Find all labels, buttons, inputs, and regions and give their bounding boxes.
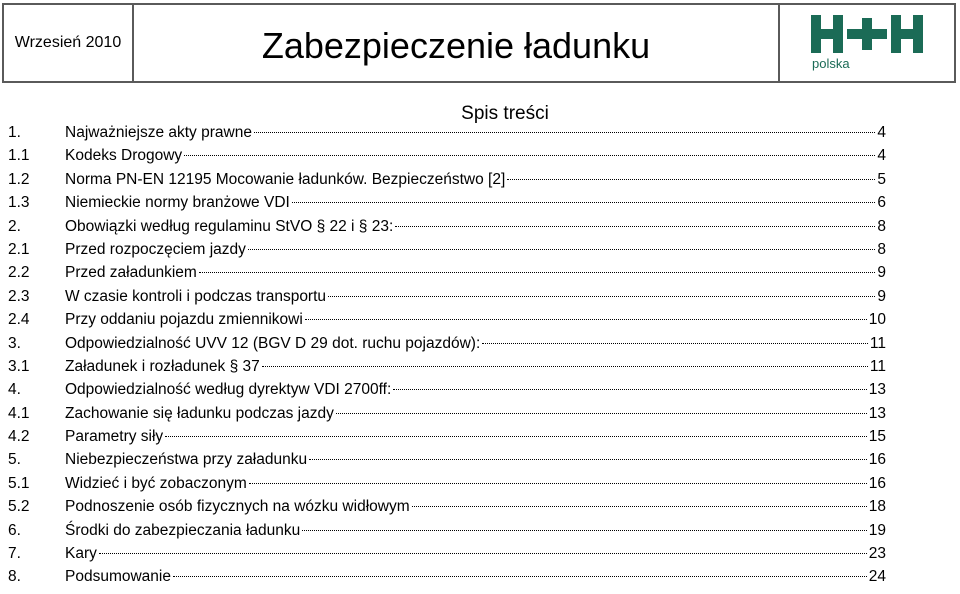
toc-entry-title[interactable]: Podnoszenie osób fizycznych na wózku widłowym (65, 498, 410, 516)
toc-entry-page: 18 (868, 498, 886, 516)
toc-entry-title[interactable]: Niebezpieczeństwa przy załadunku (65, 451, 308, 469)
toc-entry-number: 5. (8, 451, 21, 469)
header-date: Wrzesień 2010 (4, 5, 134, 81)
toc-entry-page: 16 (868, 451, 886, 469)
toc-heading: Spis treści (461, 103, 549, 124)
toc-entry[interactable] (8, 542, 886, 565)
toc-entry[interactable] (8, 425, 886, 448)
hh-logo-icon (811, 15, 923, 53)
toc-entry-number: 2.2 (8, 264, 30, 282)
toc-entry[interactable] (8, 191, 886, 214)
dot-leader (482, 343, 868, 344)
toc-entry-title[interactable]: Środki do zabezpieczania ładunku (65, 521, 301, 539)
toc-entry[interactable] (8, 144, 886, 167)
toc-entry-page: 4 (877, 124, 886, 141)
toc-entry[interactable] (8, 402, 886, 425)
toc-entry-page: 23 (868, 545, 886, 563)
toc-entry-page: 24 (868, 568, 886, 586)
toc-entry[interactable] (8, 285, 886, 308)
dot-leader (507, 179, 875, 180)
toc-entry-page: 15 (868, 428, 886, 446)
toc-entry-title[interactable]: Przed załadunkiem (65, 264, 197, 282)
toc-entry-number: 3.1 (8, 357, 30, 375)
toc-entry-number: 2.1 (8, 240, 30, 258)
toc-entry-number: 5.2 (8, 498, 30, 516)
document-header (2, 3, 956, 83)
toc-entry-page: 11 (869, 357, 886, 375)
dot-leader (249, 483, 867, 484)
dot-leader (184, 155, 875, 156)
dot-leader (309, 459, 867, 460)
dot-leader (254, 132, 875, 133)
toc-entry-page: 4 (877, 147, 886, 165)
toc-entry[interactable] (8, 308, 886, 331)
toc-entry-page: 6 (877, 194, 886, 212)
toc-entry-number: 7. (8, 545, 21, 563)
dot-leader (262, 366, 868, 367)
toc-entry-number: 1.1 (8, 147, 30, 165)
dot-leader (412, 506, 867, 507)
dot-leader (99, 553, 867, 554)
toc-entry-title[interactable]: Przy oddaniu pojazdu zmiennikowi (65, 311, 303, 329)
toc-entry-page: 10 (868, 311, 886, 329)
toc-entry-number: 5.1 (8, 474, 30, 492)
toc-entry-title[interactable]: Odpowiedzialność UVV 12 (BGV D 29 dot. ruchu pojazdów): (65, 334, 481, 352)
dot-leader (395, 226, 875, 227)
dot-leader (173, 576, 867, 577)
toc-entry-page: 13 (868, 381, 886, 399)
toc-entry-page: 19 (868, 521, 886, 539)
toc-entry[interactable] (8, 215, 886, 238)
toc-entry[interactable] (8, 238, 886, 261)
toc-entry-page: 5 (877, 170, 886, 188)
document-title: Zabezpieczenie ładunku (134, 5, 780, 81)
toc-entry-page: 8 (877, 240, 886, 258)
toc-entry-number: 2.4 (8, 311, 30, 329)
toc-entry-title[interactable]: W czasie kontroli i podczas transportu (65, 287, 327, 305)
toc-entry[interactable] (8, 472, 886, 495)
toc-entry-title[interactable]: Odpowiedzialność według dyrektyw VDI 2700ff: (65, 381, 392, 399)
toc-entry-number: 4.2 (8, 428, 30, 446)
dot-leader (336, 413, 867, 414)
toc-entry-title[interactable]: Obowiązki według regulaminu StVO § 22 i § 23: (65, 217, 394, 235)
toc-entry[interactable] (8, 355, 886, 378)
dot-leader (302, 530, 867, 531)
toc-entry[interactable] (8, 168, 886, 191)
logo-subtitle: polska (812, 56, 850, 71)
toc-entry[interactable] (8, 519, 886, 542)
toc-entry-title[interactable]: Przed rozpoczęciem jazdy (65, 240, 246, 258)
dot-leader (248, 249, 875, 250)
toc-entry-number: 4. (8, 381, 21, 399)
toc-entry[interactable] (8, 448, 886, 471)
toc-entry-number: 4.1 (8, 404, 30, 422)
toc-entry[interactable] (8, 261, 886, 284)
table-of-contents (8, 121, 886, 589)
toc-entry-number: 3. (8, 334, 21, 352)
toc-entry-page: 9 (877, 287, 886, 305)
dot-leader (393, 389, 867, 390)
toc-entry-title[interactable]: Widzieć i być zobaczonym (65, 474, 247, 492)
toc-entry[interactable] (8, 378, 886, 401)
toc-entry-title[interactable]: Najważniejsze akty prawne (65, 124, 252, 141)
toc-entry-title[interactable]: Norma PN-EN 12195 Mocowanie ładunków. Bezpieczeństwo [2] (65, 170, 506, 188)
dot-leader (165, 436, 867, 437)
dot-leader (199, 272, 876, 273)
toc-entry-number: 6. (8, 521, 21, 539)
toc-entry-title[interactable]: Kodeks Drogowy (65, 147, 183, 165)
toc-entry-number: 8. (8, 568, 21, 586)
toc-entry-title[interactable]: Podsumowanie (65, 568, 171, 586)
toc-entry[interactable] (8, 121, 886, 144)
company-logo (780, 5, 954, 81)
dot-leader (292, 202, 876, 203)
toc-entry-page: 13 (868, 404, 886, 422)
toc-entry-number: 1.3 (8, 194, 30, 212)
toc-entry-page: 9 (877, 264, 886, 282)
toc-entry[interactable] (8, 495, 886, 518)
toc-entry-page: 11 (869, 334, 886, 352)
toc-entry-title[interactable]: Parametry siły (65, 428, 164, 446)
dot-leader (328, 296, 875, 297)
toc-entry[interactable] (8, 565, 886, 588)
toc-entry-title[interactable]: Kary (65, 545, 97, 563)
toc-entry-number: 2.3 (8, 287, 30, 305)
dot-leader (305, 319, 867, 320)
toc-entry-title[interactable]: Niemieckie normy branżowe VDI (65, 194, 290, 212)
toc-entry-title[interactable]: Załadunek i rozładunek § 37 (65, 357, 260, 375)
toc-entry-number: 1. (8, 124, 21, 141)
toc-entry-page: 8 (877, 217, 886, 235)
toc-entry-title[interactable]: Zachowanie się ładunku podczas jazdy (65, 404, 334, 422)
toc-entry-page: 16 (868, 474, 886, 492)
toc-entry-number: 2. (8, 217, 21, 235)
toc-entry-number: 1.2 (8, 170, 30, 188)
toc-entry[interactable] (8, 332, 886, 355)
